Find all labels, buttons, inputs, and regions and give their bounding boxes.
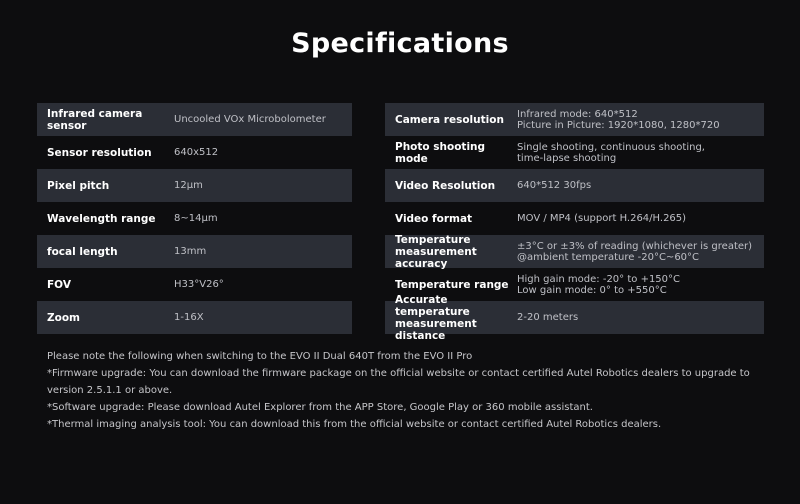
spec-value (517, 213, 686, 224)
spec-row (37, 202, 352, 235)
spec-value (517, 274, 680, 296)
spec-value-line: Infrared mode: 640*512 (517, 108, 638, 120)
note-intro: Please note the following when switching to the EVO II Dual 640T from the EVO II Pro (47, 351, 473, 362)
spec-row (37, 103, 352, 136)
spec-label-line: Camera resolution (395, 113, 504, 126)
spec-value-line: MOV / MP4 (support H.264/H.265) (517, 213, 687, 224)
spec-value: 640x512 (174, 147, 219, 158)
page-title: Specifications (291, 28, 509, 59)
spec-value: 8~14μm (174, 213, 218, 224)
spec-label (385, 234, 517, 270)
spec-label-line: Accurate temperature (395, 293, 470, 318)
spec-value: 13mm (174, 246, 207, 257)
spec-label-line: measurement distance (395, 317, 477, 342)
spec-label (385, 141, 517, 165)
spec-row (385, 202, 764, 235)
spec-label (385, 180, 517, 192)
spec-label-line: Video Resolution (395, 179, 496, 192)
spec-label: Infrared camera sensor (47, 107, 143, 132)
note-software: *Software upgrade: Please download Autel Explorer from the APP Store, Google Play or 360 mobile assistant. (47, 402, 593, 413)
spec-value-line: @ambient temperature -20°C~60°C (517, 251, 700, 263)
spec-label-line: Photo shooting mode (395, 140, 486, 165)
spec-value-line: High gain mode: -20° to +150°C (517, 273, 681, 285)
spec-value-line: Low gain mode: 0° to +550°C (517, 284, 667, 296)
spec-value: 1-16X (174, 312, 204, 323)
spec-value-line: Single shooting, continuous shooting, (517, 141, 705, 153)
spec-label: Wavelength range (47, 212, 156, 225)
spec-value: H33°V26° (174, 279, 224, 290)
spec-value (517, 241, 752, 263)
spec-row (37, 301, 352, 334)
spec-value: Uncooled VOx Microbolometer (174, 114, 326, 125)
spec-label: Zoom (47, 311, 80, 324)
spec-value-line: Picture in Picture: 1920*1080, 1280*720 (517, 119, 720, 131)
spec-row (37, 169, 352, 202)
spec-label (385, 294, 517, 342)
spec-row (37, 235, 352, 268)
spec-label (385, 114, 517, 126)
spec-value-line: 2-20 meters (517, 312, 579, 323)
spec-value-line: time-lapse shooting (517, 152, 617, 164)
spec-value-line: ±3°C or ±3% of reading (whichever is greater) (517, 240, 753, 252)
spec-label-line: Temperature range (395, 278, 509, 291)
note-firmware: *Firmware upgrade: You can download the firmware package on the official website or contact certified Autel Robotics dealers to upgrade to version 2.5.1.1 or above. (47, 368, 750, 396)
spec-value: 12μm (174, 180, 203, 191)
notes-section (47, 348, 777, 433)
spec-row (385, 235, 764, 268)
spec-row (37, 268, 352, 301)
spec-label: Sensor resolution (47, 146, 152, 159)
spec-row (385, 293, 764, 342)
spec-row (385, 169, 764, 202)
spec-value (517, 312, 578, 323)
spec-value (517, 180, 591, 191)
spec-label-line: Video format (395, 212, 473, 225)
spec-row (385, 136, 764, 169)
spec-label-line: measurement accuracy (395, 245, 477, 270)
spec-row (385, 103, 764, 136)
spec-label: focal length (47, 245, 118, 258)
note-thermal-tool: *Thermal imaging analysis tool: You can download this from the official website or contact certified Autel Robotics dealers. (47, 419, 662, 430)
spec-row (37, 136, 352, 169)
spec-table-left (37, 103, 352, 334)
spec-label-line: Temperature (395, 233, 471, 246)
spec-value (517, 142, 705, 164)
spec-label (385, 213, 517, 225)
spec-table-right (385, 103, 764, 342)
spec-value-line: 640*512 30fps (517, 180, 592, 191)
spec-label (385, 279, 517, 291)
spec-label: Pixel pitch (47, 179, 110, 192)
spec-value (517, 109, 720, 131)
spec-label: FOV (47, 278, 71, 291)
